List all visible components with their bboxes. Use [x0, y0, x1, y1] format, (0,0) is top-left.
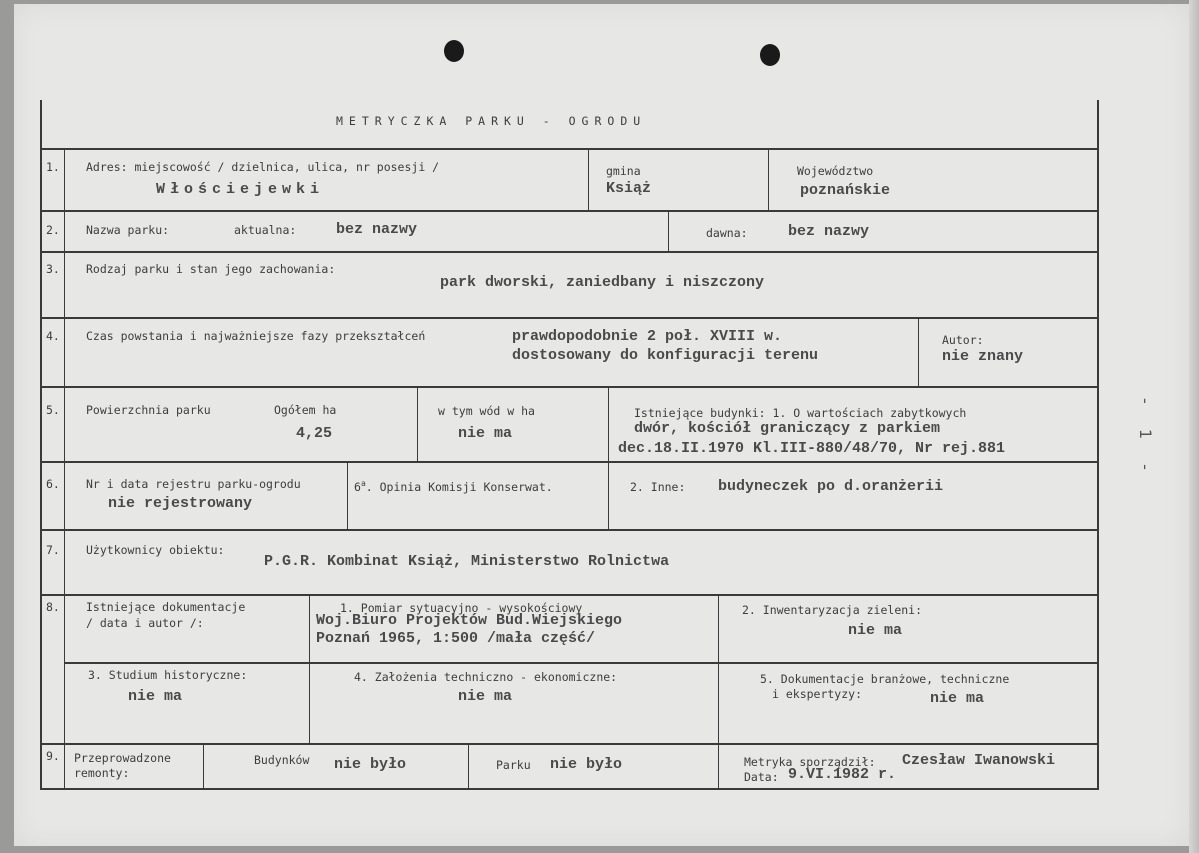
row-number: 3.	[46, 262, 60, 276]
other-buildings-value: budyneczek po d.oranżerii	[718, 478, 944, 495]
author-label: Autor:	[942, 333, 984, 347]
history-study-label: 3. Studium historyczne:	[88, 668, 248, 682]
former-name-label: dawna:	[706, 226, 748, 240]
page-number: - 1 -	[1136, 398, 1155, 480]
punch-hole	[760, 44, 780, 66]
park-repairs-value: nie było	[550, 756, 623, 773]
row-number: 2.	[46, 223, 60, 237]
other-buildings-label: 2. Inne:	[630, 480, 686, 494]
survey-line1: Woj.Biuro Projektów Bud.Wiejskiego	[316, 612, 623, 629]
park-name-label: Nazwa parku:	[86, 223, 170, 237]
address-label: Adres: miejscowość / dzielnica, ulica, nr posesji /	[86, 160, 440, 174]
total-area-value: 4,25	[296, 425, 333, 442]
origin-label: Czas powstania i najważniejsze fazy przekształceń	[86, 329, 426, 343]
buildings-line1: dwór, kościół graniczący z parkiem	[634, 420, 941, 437]
voivodeship-value: poznańskie	[800, 182, 891, 199]
current-name-label: aktualna:	[234, 223, 297, 237]
punch-hole	[444, 40, 464, 62]
park-repairs-label: Parku	[496, 758, 531, 772]
prepared-by-value: Czesław Iwanowski	[902, 752, 1056, 769]
form-title: METRYCZKA PARKU - OGRODU	[336, 114, 647, 128]
users-label: Użytkownicy obiektu:	[86, 543, 225, 557]
gmina-value: Książ	[606, 180, 652, 197]
prepared-by-label: Metryka sporządził:	[744, 755, 876, 769]
docs-label-line2: / data i autor /:	[86, 616, 204, 630]
row-number: 7.	[46, 543, 60, 557]
survey-line2: Poznań 1965, 1:500 /mała część/	[316, 630, 596, 647]
row-number: 9.	[46, 749, 60, 763]
total-area-label: Ogółem ha	[274, 403, 337, 417]
row-number: 6.	[46, 477, 60, 491]
building-repairs-value: nie było	[334, 756, 407, 773]
date-label: Data:	[744, 770, 779, 784]
branch-docs-value: nie ma	[930, 690, 985, 707]
branch-docs-label-line2: i ekspertyzy:	[772, 687, 863, 701]
survey-label: 1. Pomiar sytuacyjno - wysokościowy	[340, 601, 583, 615]
users-value: P.G.R. Kombinat Książ, Ministerstwo Rolnictwa	[264, 553, 670, 570]
author-value: nie znany	[942, 348, 1024, 365]
address-value: Włościejewki	[156, 181, 325, 198]
opinion-label: 6$^a$. Opinia Komisji Konserwat.	[354, 479, 553, 494]
register-label: Nr i data rejestru parku-ogrodu	[86, 477, 301, 491]
former-name-value: bez nazwy	[788, 223, 870, 240]
buildings-label: Istniejące budynki: 1. O wartościach zabytkowych	[634, 406, 967, 420]
park-type-value: park dworski, zaniedbany i niszczony	[440, 274, 765, 291]
repairs-label-line1: Przeprowadzone	[74, 751, 171, 765]
branch-docs-label-line1: 5. Dokumentacje branżowe, techniczne	[760, 672, 1010, 686]
park-type-label: Rodzaj parku i stan jego zachowania:	[86, 262, 336, 276]
buildings-line2: dec.18.II.1970 Kl.III-880/48/70, Nr rej.881	[618, 440, 1006, 457]
water-area-label: w tym wód w ha	[438, 404, 535, 418]
inventory-label: 2. Inwentaryzacja zieleni:	[742, 603, 923, 617]
row-number: 5.	[46, 403, 60, 417]
row-number: 1.	[46, 160, 60, 174]
row-number: 4.	[46, 329, 60, 343]
tech-econ-value: nie ma	[458, 688, 513, 705]
repairs-label-line2: remonty:	[74, 766, 130, 780]
water-area-value: nie ma	[458, 425, 513, 442]
voivodeship-label: Województwo	[797, 164, 874, 178]
inventory-value: nie ma	[848, 622, 903, 639]
paper-edge	[1189, 0, 1199, 853]
history-study-value: nie ma	[128, 688, 183, 705]
origin-value-line1: prawdopodobnie 2 poł. XVIII w.	[512, 328, 783, 345]
date-value: 9.VI.1982 r.	[788, 766, 897, 783]
gmina-label: gmina	[606, 164, 641, 178]
docs-label-line1: Istniejące dokumentacje	[86, 600, 246, 614]
row-number: 8.	[46, 600, 60, 614]
current-name-value: bez nazwy	[336, 221, 418, 238]
origin-value-line2: dostosowany do konfiguracji terenu	[512, 347, 819, 364]
tech-econ-label: 4. Założenia techniczno - ekonomiczne:	[354, 670, 618, 684]
area-label: Powierzchnia parku	[86, 403, 211, 417]
building-repairs-label: Budynków	[254, 753, 310, 767]
register-value: nie rejestrowany	[108, 495, 253, 512]
document-page	[14, 4, 1189, 846]
